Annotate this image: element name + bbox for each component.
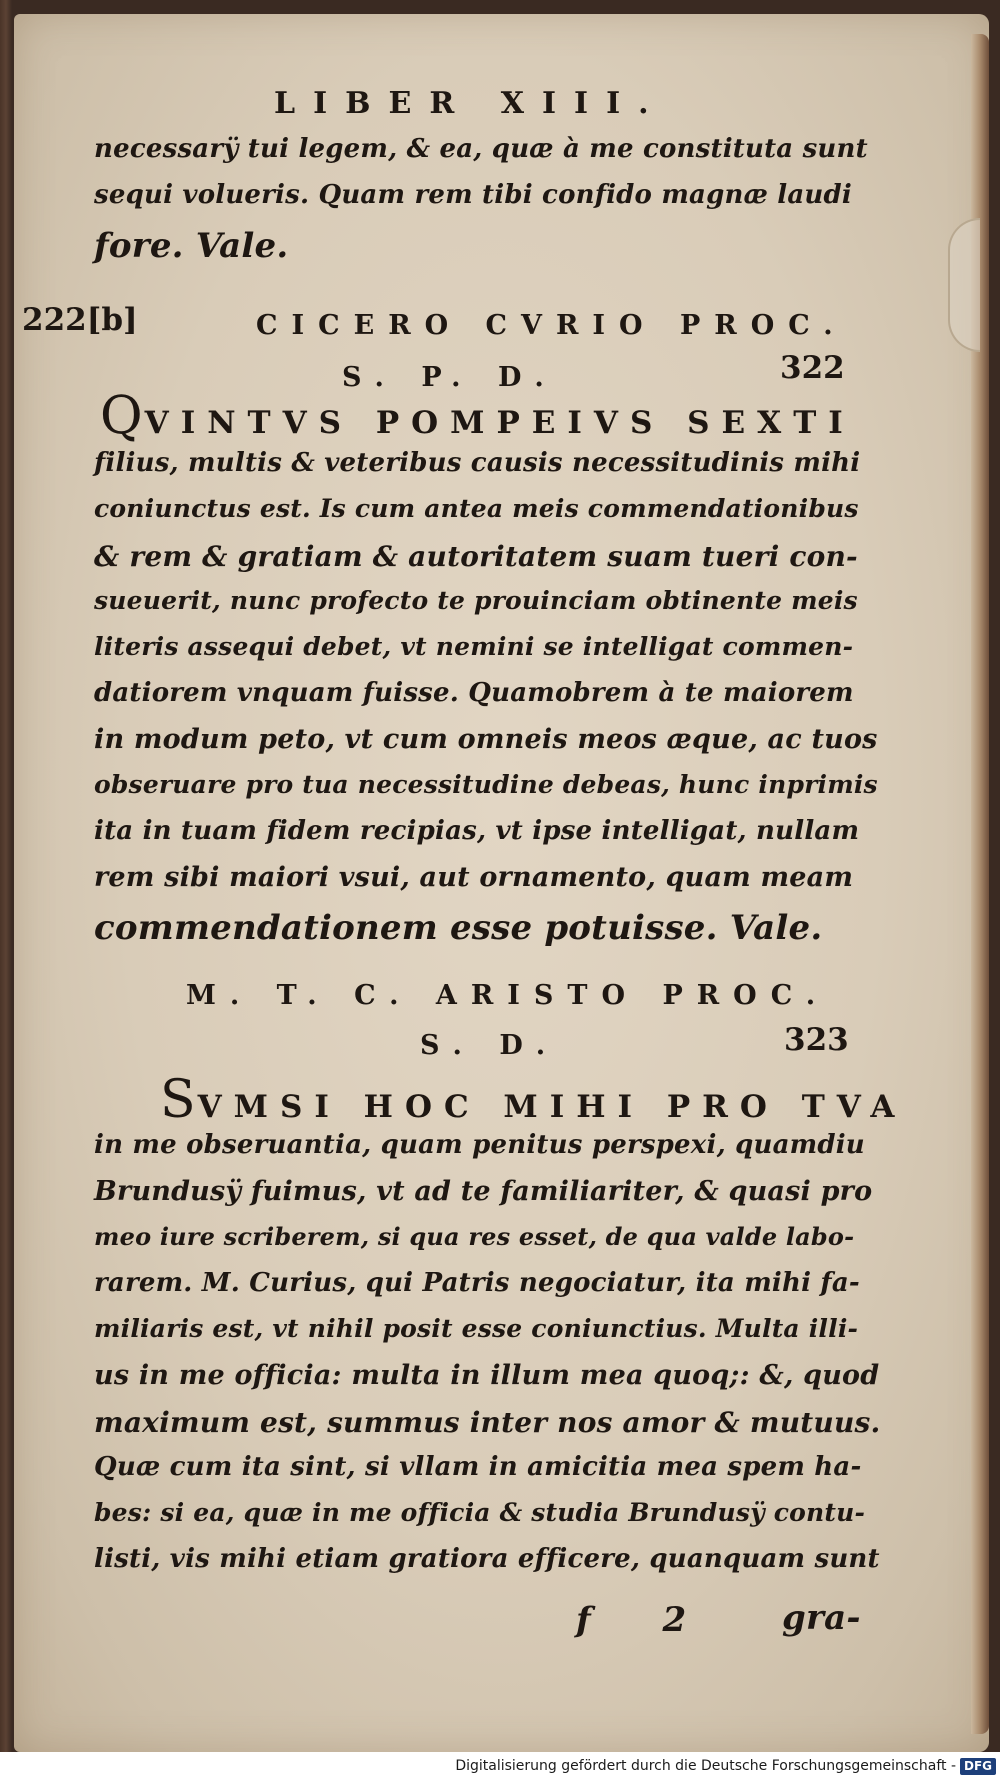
text-line: us in me officia: multa in illum mea quoq;: &, quod <box>94 1360 880 1391</box>
text-line: rem sibi maiori vsui, aut ornamento, quam meam <box>94 862 854 893</box>
text-line: datiorem vnquam fuisse. Quamobrem à te maiorem <box>94 678 854 708</box>
first-caps: VINTVS POMPEIVS SEXTI <box>144 405 855 441</box>
text-line: in me obseruantia, quam penitus perspexi, quamdiu <box>94 1130 865 1160</box>
text-line: sueuerit, nunc profecto te prouinciam obtinente meis <box>94 586 858 615</box>
signature-mark: f 2 <box>576 1600 717 1640</box>
first-line <box>100 386 855 446</box>
initial-capital: S <box>160 1070 198 1130</box>
page-tab-marker <box>948 218 980 352</box>
initial-capital: Q <box>100 386 145 446</box>
letter-heading: M. T. C. ARISTO PROC. <box>186 980 830 1011</box>
text-line: necessarÿ tui legem, & ea, quæ à me constituta sunt <box>94 134 868 164</box>
text-line: commendationem esse potuisse. Vale. <box>94 908 823 948</box>
text-line: maximum est, summus inter nos amor & mutuus. <box>94 1406 881 1439</box>
text-line: Quæ cum ita sint, si vllam in amicitia mea spem ha- <box>94 1452 862 1482</box>
text-line: listi, vis mihi etiam gratiora efficere, quanquam sunt <box>94 1544 880 1574</box>
first-caps: VMSI HOC MIHI PRO TVA <box>197 1089 907 1125</box>
text-line: meo iure scriberem, si qua res esset, de qua valde labo- <box>94 1222 855 1251</box>
letter-heading: CICERO CVRIO PROC. <box>256 310 847 341</box>
letter-salutation: S. D. <box>420 1030 560 1061</box>
text-line: in modum peto, vt cum omneis meos æque, ac tuos <box>94 724 878 755</box>
text-line: miliaris est, vt nihil posit esse coniunctius. Multa illi- <box>94 1314 859 1343</box>
text-line: Brundusÿ fuimus, vt ad te familiariter, & quasi pro <box>94 1176 873 1207</box>
text-line: rarem. M. Curius, qui Patris negociatur, ita mihi fa- <box>94 1268 860 1298</box>
text-line: literis assequi debet, vt nemini se intelligat commen- <box>94 632 854 661</box>
first-line <box>160 1070 906 1130</box>
funding-notice: Digitalisierung gefördert durch die Deutsche Forschungsgemeinschaft - <box>455 1758 956 1774</box>
text-line: sequi volueris. Quam rem tibi confido magnæ laudi <box>94 180 852 210</box>
text-line: filius, multis & veteribus causis necessitudinis mihi <box>94 448 861 478</box>
text-line: & rem & gratiam & autoritatem suam tueri con- <box>94 540 858 573</box>
text-line: bes: si ea, quæ in me officia & studia Brundusÿ contu- <box>94 1498 866 1527</box>
text-line: fore. Vale. <box>94 226 289 266</box>
letter-salutation: S. P. D. <box>342 362 558 393</box>
running-head: LIBER XIII. <box>274 86 667 121</box>
dfg-logo[interactable]: DFG <box>960 1758 996 1775</box>
letter-number: 322 <box>780 350 845 386</box>
text-line: coniunctus est. Is cum antea meis commendationibus <box>94 494 859 523</box>
letter-number: 323 <box>784 1022 849 1058</box>
text-line: obseruare pro tua necessitudine debeas, hunc inprimis <box>94 770 878 799</box>
catchword: gra- <box>782 1598 861 1638</box>
text-line: ita in tuam fidem recipias, vt ipse intelligat, nullam <box>94 816 860 846</box>
footer-bar <box>0 1752 1000 1781</box>
margin-note: 222[b] <box>22 302 138 338</box>
